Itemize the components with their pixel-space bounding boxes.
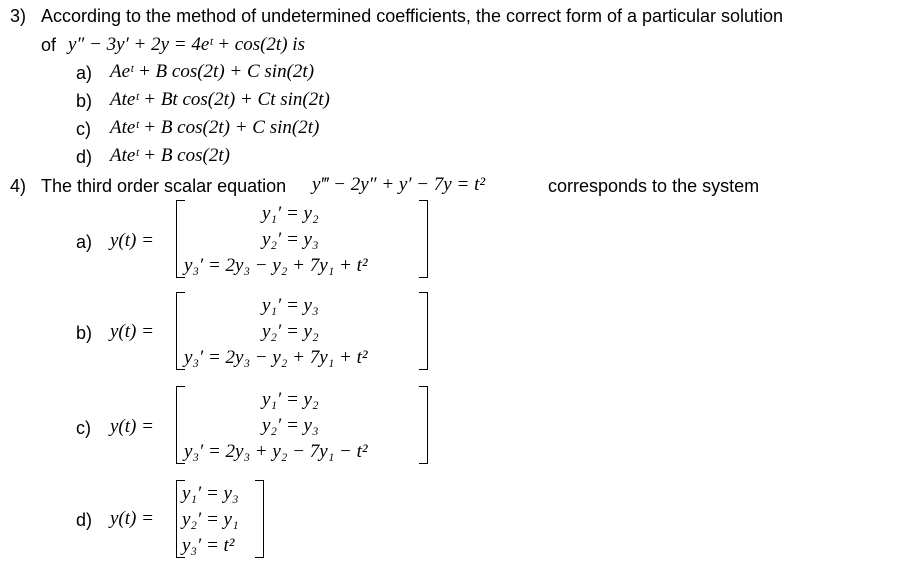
right-bracket [255, 480, 264, 558]
right-bracket [419, 200, 428, 278]
q4-option-d-matrix [176, 480, 264, 558]
q4-option-c-matrix [176, 386, 428, 464]
matrix-row: y₂′ = y₃ [262, 415, 319, 436]
q3-option-a: Aeᵗ + B cos(2t) + C sin(2t) [110, 61, 315, 82]
question-3-number: 3) [10, 6, 27, 26]
question-4-prefix: The third order scalar equation [41, 176, 287, 196]
q4-option-d-label: d) [76, 510, 93, 530]
q4-option-a-lhs: y(t) = [110, 230, 154, 251]
matrix-row: y₂′ = y₃ [262, 229, 319, 250]
q4-option-a-label: a) [76, 232, 93, 252]
q3-option-c-label: c) [76, 119, 91, 139]
question-3-prefix: of [41, 35, 57, 55]
matrix-row: y₂′ = y₁ [182, 509, 239, 530]
matrix-row: y₃′ = 2y₃ + y₂ − 7y₁ − t² [184, 441, 368, 462]
right-bracket [419, 386, 428, 464]
question-4-equation: y‴ − 2y″ + y′ − 7y = t² [312, 174, 486, 195]
q3-option-d-label: d) [76, 147, 93, 167]
matrix-row: y₃′ = t² [182, 535, 235, 556]
q3-option-a-label: a) [76, 63, 93, 83]
q4-option-a-matrix [176, 200, 428, 278]
matrix-row: y₃′ = 2y₃ − y₂ + 7y₁ + t² [184, 347, 368, 368]
q3-option-b: Ateᵗ + Bt cos(2t) + Ct sin(2t) [110, 89, 330, 110]
question-4-number: 4) [10, 176, 27, 196]
right-bracket [419, 292, 428, 370]
matrix-row: y₃′ = 2y₃ − y₂ + 7y₁ + t² [184, 255, 368, 276]
q4-option-c-label: c) [76, 418, 91, 438]
question-4-suffix: corresponds to the system [548, 176, 760, 196]
q3-option-c: Ateᵗ + B cos(2t) + C sin(2t) [110, 117, 320, 138]
matrix-row: y₁′ = y₃ [182, 483, 239, 504]
q3-option-b-label: b) [76, 91, 93, 111]
matrix-row: y₁′ = y₃ [262, 295, 319, 316]
q3-option-d: Ateᵗ + B cos(2t) [110, 145, 230, 166]
question-3-text: According to the method of undetermined coefficients, the correct form of a particular solution [41, 6, 784, 26]
q4-option-d-lhs: y(t) = [110, 508, 154, 529]
q4-option-b-lhs: y(t) = [110, 321, 154, 342]
matrix-row: y₂′ = y₂ [262, 321, 319, 342]
q4-option-b-label: b) [76, 323, 93, 343]
matrix-row: y₁′ = y₂ [262, 389, 319, 410]
q4-option-c-lhs: y(t) = [110, 416, 154, 437]
question-3-equation: y″ − 3y′ + 2y = 4eᵗ + cos(2t) is [68, 34, 305, 55]
q4-option-b-matrix [176, 292, 428, 370]
matrix-row: y₁′ = y₂ [262, 203, 319, 224]
